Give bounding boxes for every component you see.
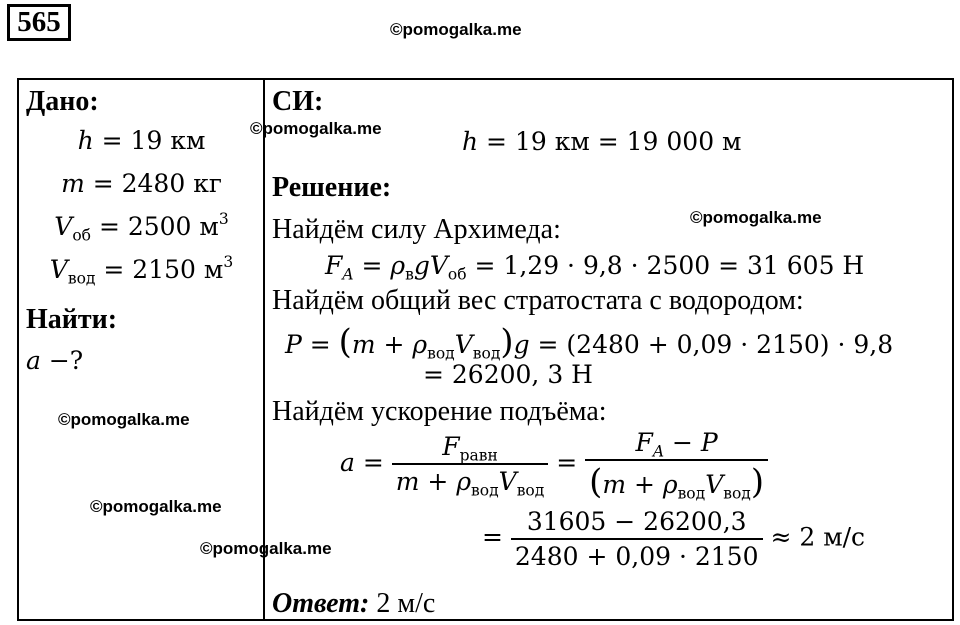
problem-number: 565 <box>7 4 71 41</box>
si-conversion: h = 19 км = 19 000 м <box>462 127 742 156</box>
step2-text: Найдём общий вес стратостата с водородом: <box>272 285 804 316</box>
watermark: ©pomogalka.me <box>200 539 332 558</box>
fraction-force-ratio: $\frac{F_{равн}}{m + \rho_{вод}V_{вод}}$ <box>392 434 549 494</box>
find-value: a −? <box>26 346 84 375</box>
watermark: ©pomogalka.me <box>90 497 222 516</box>
solution-heading: Решение: <box>272 172 392 203</box>
step1-formula: $F_A = \rho_вgV_{об} = 1,29 \cdot 9,8 \cdot 2500 = 31$ 605 Н <box>325 251 865 284</box>
given-v-vod: $V_{вод} = 2150$ $м^3$ <box>49 253 234 288</box>
given-m: m = 2480 кг <box>61 169 222 198</box>
step3-numeric: = $\frac{31605 - 26200,3}{2480 + 0,09 \cdot 2150}$ ≈ 2 м/с <box>482 507 866 571</box>
watermark: ©pomogalka.me <box>390 20 522 39</box>
step2-result: = 26200, 3 Н <box>423 360 593 389</box>
given-v-ob: $V_{об} = 2500$ $м^3$ <box>54 210 229 245</box>
fraction-numeric: $\frac{31605 - 26200,3}{2480 + 0,09 \cdot 2150}$ <box>511 509 763 569</box>
watermark: ©pomogalka.me <box>250 119 382 138</box>
given-heading: Дано: <box>26 86 99 117</box>
find-heading: Найти: <box>26 304 118 335</box>
fraction-forces: $\frac{F_A - P}{(m + \rho_{вод}V_{вод})}$ <box>585 430 768 499</box>
answer-line: Ответ: 2 м/с <box>272 588 436 619</box>
given-h: h = 19 км <box>77 126 206 155</box>
watermark: ©pomogalka.me <box>690 208 822 227</box>
watermark: ©pomogalka.me <box>58 410 190 429</box>
step3-formula: a = $\frac{F_{равн}}{m + \rho_{вод}V_{вод}}$ = $\frac{F_A - P}{(m + \rho_{вод}V_{вод})}$ <box>340 430 768 499</box>
step1-text: Найдём силу Архимеда: <box>272 214 561 245</box>
si-heading: СИ: <box>272 86 324 117</box>
step2-formula: $P = (m + \rho_{вод}V_{вод})g = (2480 + 0,09 \cdot 2150) \cdot 9,8$ <box>285 322 894 363</box>
step3-text: Найдём ускорение подъёма: <box>272 396 607 427</box>
